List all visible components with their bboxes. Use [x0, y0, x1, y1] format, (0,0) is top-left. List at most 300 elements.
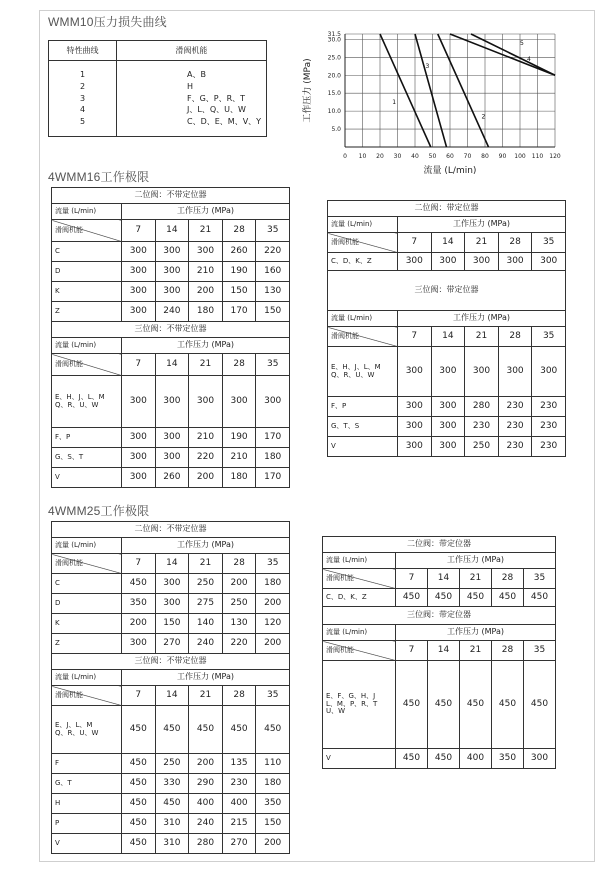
value-cell: 250	[222, 594, 256, 614]
table-row	[52, 634, 290, 654]
function-cell: D	[52, 594, 122, 614]
value-cell: 450	[122, 834, 156, 854]
value-cell: 300	[465, 347, 499, 397]
section-title: 三位阀：不带定位器	[52, 654, 290, 670]
function-cell: K	[52, 614, 122, 634]
value-cell: 190	[222, 428, 256, 448]
value-cell: 130	[256, 282, 290, 302]
function-cell: P	[52, 814, 122, 834]
value-cell: 215	[222, 814, 256, 834]
pressure-header: 21	[189, 554, 223, 574]
table-row	[52, 376, 290, 428]
legend-function-3: F、G、P、R、T	[187, 93, 246, 103]
value-cell: 260	[222, 242, 256, 262]
value-cell: 200	[189, 468, 223, 488]
value-cell: 200	[189, 282, 223, 302]
value-cell: 230	[498, 417, 532, 437]
table-row	[52, 774, 290, 794]
function-cell: E、F、G、H、J L、M、P、R、T U、W	[323, 661, 396, 749]
value-cell: 190	[222, 262, 256, 282]
table-row	[52, 554, 290, 574]
legend-header-curve: 特性曲线	[49, 41, 117, 61]
table-row	[323, 641, 556, 661]
table-row	[52, 538, 290, 554]
pressure-label: 工作压力 (MPa)	[396, 625, 556, 641]
legend-function-2: H	[187, 81, 194, 91]
table-row	[328, 327, 566, 347]
pressure-header: 35	[256, 554, 290, 574]
x-tick-label: 100	[514, 153, 526, 160]
pressure-header: 14	[428, 569, 460, 589]
function-cell: V	[52, 834, 122, 854]
value-cell: 150	[256, 302, 290, 322]
flow-label: 流量 (L/min)	[52, 204, 122, 220]
pressure-header: 7	[398, 327, 432, 347]
table-row	[328, 201, 566, 217]
value-cell: 450	[122, 754, 156, 774]
pressure-header: 21	[460, 641, 492, 661]
value-cell: 220	[222, 634, 256, 654]
value-cell: 310	[155, 814, 189, 834]
value-cell: 180	[256, 774, 290, 794]
section-title: 二位阀：不带定位器	[52, 188, 290, 204]
value-cell: 280	[465, 397, 499, 417]
value-cell: 250	[155, 754, 189, 774]
wmm16-title: 4WMM16工作极限	[48, 170, 150, 184]
value-cell: 140	[189, 614, 223, 634]
pressure-header: 28	[498, 233, 532, 253]
value-cell: 300	[122, 302, 156, 322]
value-cell: 230	[465, 417, 499, 437]
x-tick-label: 70	[463, 153, 472, 160]
wmm10-title: WMM10压力损失曲线	[48, 15, 167, 29]
x-tick-label: 60	[446, 153, 454, 160]
value-cell: 450	[396, 661, 428, 749]
function-label: 滑阀机能	[52, 686, 122, 706]
pressure-header: 35	[524, 569, 556, 589]
table-row	[52, 754, 290, 774]
table-row	[323, 607, 556, 625]
value-cell: 300	[122, 448, 156, 468]
value-cell: 310	[155, 834, 189, 854]
value-cell: 450	[122, 774, 156, 794]
function-cell: F	[52, 754, 122, 774]
value-cell: 180	[222, 468, 256, 488]
value-cell: 170	[256, 468, 290, 488]
table-row	[323, 553, 556, 569]
pressure-header: 35	[256, 354, 290, 376]
value-cell: 300	[122, 282, 156, 302]
function-label: 滑阀机能	[323, 569, 396, 589]
value-cell: 150	[222, 282, 256, 302]
value-cell: 220	[256, 242, 290, 262]
table-row	[323, 589, 556, 607]
function-label: 滑阀机能	[323, 641, 396, 661]
function-label: 滑阀机能	[328, 233, 398, 253]
value-cell: 300	[122, 428, 156, 448]
wmm25-table-no-locator	[51, 521, 290, 854]
legend-curve-4: 4	[79, 105, 86, 115]
function-label: 滑阀机能	[52, 554, 122, 574]
table-row	[323, 625, 556, 641]
value-cell: 300	[431, 437, 465, 457]
value-cell: 130	[222, 614, 256, 634]
value-cell: 200	[256, 594, 290, 614]
value-cell: 300	[122, 262, 156, 282]
pressure-header: 35	[532, 327, 566, 347]
value-cell: 180	[256, 448, 290, 468]
pressure-header: 7	[396, 569, 428, 589]
x-tick-label: 20	[376, 153, 384, 160]
series-line-5	[471, 34, 555, 75]
value-cell: 400	[189, 794, 223, 814]
value-cell: 200	[256, 834, 290, 854]
pressure-header: 21	[460, 569, 492, 589]
value-cell: 300	[189, 242, 223, 262]
function-cell: C、D、K、Z	[323, 589, 396, 607]
table-row	[52, 614, 290, 634]
x-axis-label: 流量 (L/min)	[423, 166, 477, 176]
table-row	[323, 661, 556, 749]
series-label-1: 1	[392, 98, 397, 106]
value-cell: 230	[532, 397, 566, 417]
function-cell: Z	[52, 634, 122, 654]
value-cell: 230	[222, 774, 256, 794]
function-cell: E、H、J、L、M Q、R、U、W	[52, 376, 122, 428]
table-row	[52, 686, 290, 706]
wmm10-legend-table	[48, 40, 267, 137]
table-row	[52, 654, 290, 670]
value-cell: 300	[398, 437, 432, 457]
value-cell: 210	[189, 428, 223, 448]
table-row	[52, 338, 290, 354]
function-cell: E、H、J、L、M Q、R、U、W	[328, 347, 398, 397]
pressure-header: 7	[122, 220, 156, 242]
pressure-header: 14	[431, 233, 465, 253]
section-title: 二位阀：带定位器	[323, 537, 556, 553]
pressure-header: 28	[492, 641, 524, 661]
y-axis-label: 工作压力 (MPa)	[303, 58, 313, 123]
pressure-header: 14	[155, 354, 189, 376]
x-tick-label: 50	[428, 153, 437, 160]
function-cell: F、P	[52, 428, 122, 448]
y-tick-label: 5.0	[331, 126, 341, 134]
value-cell: 450	[524, 589, 556, 607]
value-cell: 300	[431, 397, 465, 417]
value-cell: 230	[498, 437, 532, 457]
wmm16-table-no-locator	[51, 187, 290, 488]
wmm16-table-with-locator	[327, 200, 566, 457]
pressure-label: 工作压力 (MPa)	[398, 311, 566, 327]
pressure-header: 21	[465, 327, 499, 347]
pressure-header: 35	[532, 233, 566, 253]
legend-curve-2: 2	[79, 81, 86, 91]
function-cell: D	[52, 262, 122, 282]
function-cell: C、D、K、Z	[328, 253, 398, 271]
table-row	[328, 437, 566, 457]
function-cell: G、T、S	[328, 417, 398, 437]
legend-header-function: 滑阀机能	[117, 41, 267, 61]
value-cell: 450	[428, 749, 460, 769]
value-cell: 450	[155, 794, 189, 814]
legend-curve-1: 1	[79, 70, 86, 79]
series-line-1	[380, 34, 431, 147]
value-cell: 450	[428, 589, 460, 607]
y-tick-label: 20.0	[327, 72, 341, 80]
flow-label: 流量 (L/min)	[328, 311, 398, 327]
x-tick-label: 0	[343, 153, 347, 160]
series-line-3	[415, 34, 447, 147]
value-cell: 300	[189, 376, 223, 428]
value-cell: 250	[189, 574, 223, 594]
wmm25-title: 4WMM25工作极限	[48, 504, 150, 518]
value-cell: 450	[122, 706, 156, 754]
series-label-4: 4	[527, 55, 531, 63]
table-row	[52, 322, 290, 338]
function-cell: C	[52, 574, 122, 594]
function-label: 滑阀机能	[52, 354, 122, 376]
legend-curve-3: 3	[79, 93, 86, 103]
value-cell: 450	[122, 574, 156, 594]
pressure-header: 14	[155, 686, 189, 706]
value-cell: 450	[396, 749, 428, 769]
table-row	[328, 233, 566, 253]
pressure-header: 35	[524, 641, 556, 661]
x-tick-label: 90	[498, 153, 507, 160]
series-label-2: 2	[481, 113, 486, 121]
value-cell: 300	[398, 417, 432, 437]
pressure-header: 7	[122, 686, 156, 706]
value-cell: 230	[532, 437, 566, 457]
pressure-header: 21	[189, 686, 223, 706]
value-cell: 350	[256, 794, 290, 814]
table-row	[328, 271, 566, 311]
value-cell: 210	[189, 262, 223, 282]
pressure-header: 7	[396, 641, 428, 661]
value-cell: 275	[189, 594, 223, 614]
value-cell: 110	[256, 754, 290, 774]
value-cell: 450	[492, 589, 524, 607]
value-cell: 170	[222, 302, 256, 322]
value-cell: 400	[222, 794, 256, 814]
value-cell: 300	[155, 282, 189, 302]
value-cell: 300	[155, 594, 189, 614]
value-cell: 450	[524, 661, 556, 749]
function-cell: V	[323, 749, 396, 769]
pressure-header: 14	[431, 327, 465, 347]
y-tick-label: 30.0	[327, 36, 341, 44]
series-label-3: 3	[425, 63, 430, 71]
value-cell: 300	[498, 253, 532, 271]
table-row	[328, 253, 566, 271]
section-title: 三位阀：带定位器	[328, 271, 566, 311]
series-label-5: 5	[520, 39, 524, 47]
value-cell: 160	[256, 262, 290, 282]
table-row	[328, 217, 566, 233]
function-cell: F、P	[328, 397, 398, 417]
table-row	[52, 302, 290, 322]
value-cell: 450	[222, 706, 256, 754]
function-cell: C	[52, 242, 122, 262]
flow-label: 流量 (L/min)	[323, 625, 396, 641]
value-cell: 300	[398, 397, 432, 417]
value-cell: 200	[256, 634, 290, 654]
pressure-header: 28	[498, 327, 532, 347]
flow-label: 流量 (L/min)	[328, 217, 398, 233]
value-cell: 230	[498, 397, 532, 417]
pressure-header: 14	[428, 641, 460, 661]
legend-function-list	[117, 61, 267, 137]
table-row	[52, 204, 290, 220]
table-row	[52, 670, 290, 686]
value-cell: 220	[189, 448, 223, 468]
function-cell: H	[52, 794, 122, 814]
table-row	[323, 537, 556, 553]
value-cell: 200	[222, 574, 256, 594]
value-cell: 300	[431, 347, 465, 397]
value-cell: 400	[460, 749, 492, 769]
value-cell: 300	[524, 749, 556, 769]
pressure-header: 21	[189, 220, 223, 242]
value-cell: 290	[189, 774, 223, 794]
legend-function-1: A、B	[187, 70, 206, 79]
section-title: 三位阀：带定位器	[323, 607, 556, 625]
y-tick-label: 15.0	[327, 90, 341, 98]
table-row	[328, 347, 566, 397]
value-cell: 240	[155, 302, 189, 322]
table-row	[52, 262, 290, 282]
value-cell: 300	[122, 242, 156, 262]
table-row	[52, 574, 290, 594]
value-cell: 450	[460, 589, 492, 607]
function-cell: V	[52, 468, 122, 488]
legend-function-5: C、D、E、M、V、Y	[187, 117, 262, 127]
flow-label: 流量 (L/min)	[323, 553, 396, 569]
table-row	[52, 220, 290, 242]
section-title: 二位阀：不带定位器	[52, 522, 290, 538]
pressure-header: 28	[492, 569, 524, 589]
value-cell: 300	[498, 347, 532, 397]
value-cell: 350	[122, 594, 156, 614]
value-cell: 250	[465, 437, 499, 457]
value-cell: 240	[189, 634, 223, 654]
value-cell: 450	[189, 706, 223, 754]
function-cell: G、S、T	[52, 448, 122, 468]
value-cell: 330	[155, 774, 189, 794]
function-cell: V	[328, 437, 398, 457]
value-cell: 300	[256, 376, 290, 428]
value-cell: 300	[122, 634, 156, 654]
value-cell: 300	[398, 347, 432, 397]
value-cell: 170	[256, 428, 290, 448]
pressure-label: 工作压力 (MPa)	[122, 204, 290, 220]
pressure-header: 28	[222, 554, 256, 574]
function-label: 滑阀机能	[328, 327, 398, 347]
section-title: 二位阀：带定位器	[328, 201, 566, 217]
legend-function-4: J、L、Q、U、W	[187, 105, 246, 115]
value-cell: 200	[189, 754, 223, 774]
value-cell: 450	[122, 814, 156, 834]
table-row	[52, 242, 290, 262]
value-cell: 300	[398, 253, 432, 271]
flow-label: 流量 (L/min)	[52, 538, 122, 554]
y-tick-label: 10.0	[327, 108, 341, 116]
value-cell: 300	[155, 428, 189, 448]
value-cell: 300	[465, 253, 499, 271]
wmm25-table-with-locator	[322, 536, 556, 769]
legend-curve-5: 5	[79, 117, 86, 127]
value-cell: 450	[460, 661, 492, 749]
value-cell: 450	[492, 661, 524, 749]
pressure-label: 工作压力 (MPa)	[122, 538, 290, 554]
value-cell: 200	[122, 614, 156, 634]
pressure-header: 21	[189, 354, 223, 376]
value-cell: 180	[189, 302, 223, 322]
table-row	[52, 814, 290, 834]
value-cell: 300	[155, 574, 189, 594]
pressure-header: 28	[222, 686, 256, 706]
value-cell: 300	[155, 448, 189, 468]
x-tick-label: 110	[531, 153, 544, 160]
pressure-header: 14	[155, 554, 189, 574]
flow-label: 流量 (L/min)	[52, 670, 122, 686]
value-cell: 450	[396, 589, 428, 607]
value-cell: 260	[155, 468, 189, 488]
pressure-header: 28	[222, 220, 256, 242]
value-cell: 230	[532, 417, 566, 437]
x-tick-label: 30	[393, 153, 402, 160]
table-row	[328, 311, 566, 327]
value-cell: 300	[155, 242, 189, 262]
pressure-label: 工作压力 (MPa)	[396, 553, 556, 569]
table-row	[52, 468, 290, 488]
value-cell: 150	[155, 614, 189, 634]
value-cell: 120	[256, 614, 290, 634]
table-row	[328, 417, 566, 437]
function-label: 滑阀机能	[52, 220, 122, 242]
function-cell: K	[52, 282, 122, 302]
table-row	[52, 354, 290, 376]
x-tick-label: 10	[358, 153, 367, 160]
table-row	[52, 594, 290, 614]
table-row	[52, 706, 290, 754]
series-line-2	[438, 34, 489, 147]
value-cell: 300	[122, 376, 156, 428]
table-row	[323, 569, 556, 589]
value-cell: 300	[122, 468, 156, 488]
function-cell: G、T	[52, 774, 122, 794]
value-cell: 300	[532, 253, 566, 271]
pressure-header: 14	[155, 220, 189, 242]
pressure-label: 工作压力 (MPa)	[398, 217, 566, 233]
value-cell: 150	[256, 814, 290, 834]
function-cell: E、J、L、M Q、R、U、W	[52, 706, 122, 754]
x-tick-label: 80	[481, 153, 489, 160]
table-row	[328, 397, 566, 417]
table-row	[52, 428, 290, 448]
value-cell: 300	[155, 262, 189, 282]
flow-label: 流量 (L/min)	[52, 338, 122, 354]
pressure-header: 28	[222, 354, 256, 376]
table-row	[52, 834, 290, 854]
value-cell: 450	[155, 706, 189, 754]
section-title: 三位阀：不带定位器	[52, 322, 290, 338]
wmm10-pressure-loss-chart	[290, 20, 590, 180]
value-cell: 450	[256, 706, 290, 754]
value-cell: 135	[222, 754, 256, 774]
pressure-header: 7	[122, 354, 156, 376]
value-cell: 450	[122, 794, 156, 814]
